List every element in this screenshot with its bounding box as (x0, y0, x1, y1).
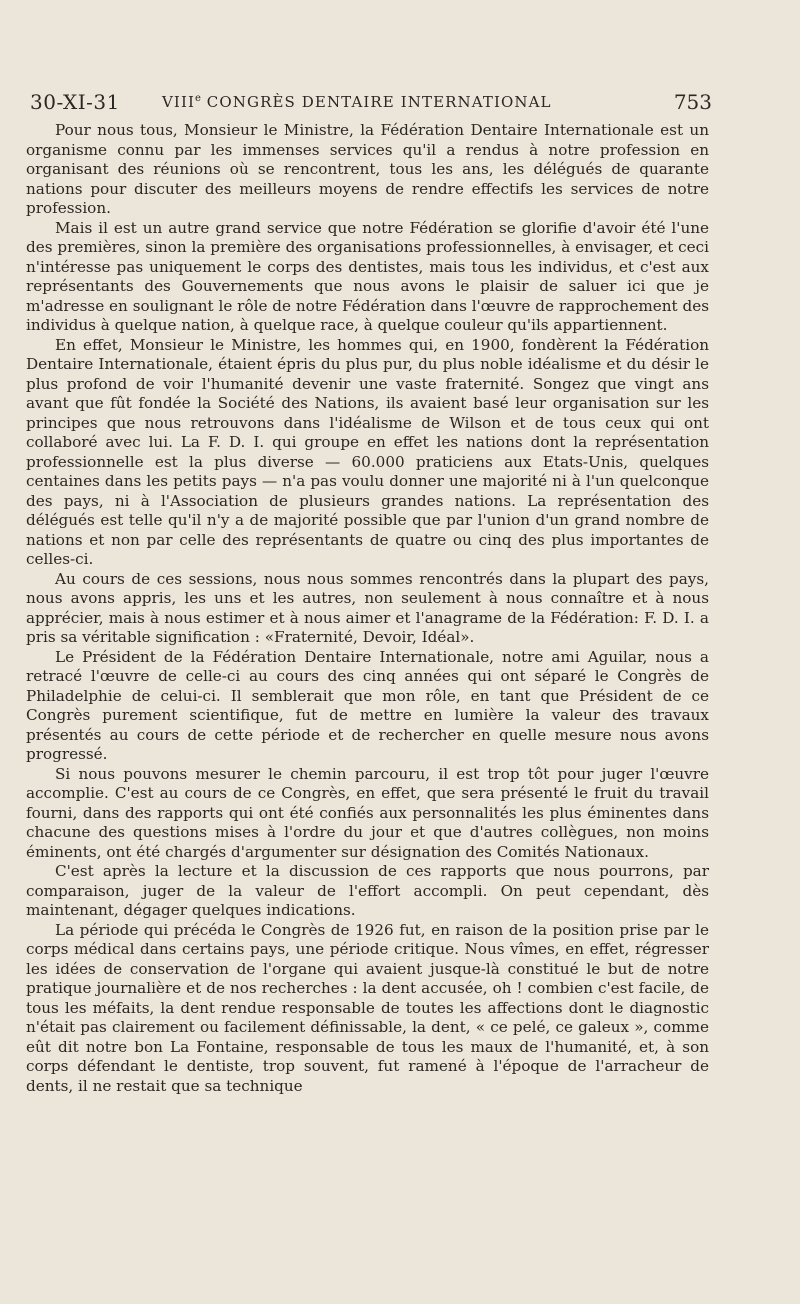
paragraph: C'est après la lecture et la discussion de ces rapports que nous pourrons, par comparaison, juger de la valeur de l'effort accompli. On peut cependant, dès maintenant, dégager quelques indications. (26, 862, 709, 919)
paragraph: La période qui précéda le Congrès de 1926 fut, en raison de la position prise par le corps médical dans certains pays, une période critique. Nous vîmes, en effet, régresser les idées de conservation de l'organe qui avaient jusque-là constitué le but de notre pratique journalière et de nos recherches : la dent accusée, oh ! combien c'est facile, de tous les méfaits, la dent rendue responsable de toutes les affections dont le diagnostic n'était pas clairement ou facilement définissable, la dent, « ce pelé, ce galeux », comme eût dit notre bon La Fontaine, responsable de tous les maux de l'humanité, et, à son corps défendant le dentiste, trop souvent, fut ramené à l'époque de l'arracheur de dents, il ne restait que sa technique (26, 920, 709, 1095)
header-title-rest: CONGRÈS DENTAIRE INTERNATIONAL (200, 93, 552, 111)
header-date: 30-XI-31 (30, 90, 120, 114)
paragraph: Pour nous tous, Monsieur le Ministre, la Fédération Dentaire Internationale est un organisme connu par les immenses services qu'il a rendus à notre profession en organisant des réunions où se rencontrent, tous les ans, les délégués de quarante nations pour discuter des meilleurs moyens de rendre effectifs les services de notre profession. (26, 121, 709, 217)
paragraph: Le Président de la Fédération Dentaire Internationale, notre ami Aguilar, nous a retracé l'œuvre de celle-ci au cours des cinq années qui ont séparé le Congrès de Philadelphie de celui-ci. Il semblerait que mon rôle, en tant que Président de ce Congrès purement scientifique, fut de mettre en lumière la valeur des travaux présentés au cours de cette période et de rechercher en quelle mesure nous avons progressé. (26, 647, 709, 763)
paragraph: En effet, Monsieur le Ministre, les hommes qui, en 1900, fondèrent la Fédération Dentaire Internationale, étaient épris du plus pur, du plus noble idéalisme et du désir le plus profond de voir l'humanité devenir une vaste fraternité. Songez que vingt ans avant que fût fondée la Société des Nations, ils avaient basé leur organisation sur les principes que nous retrouvons dans l'idéalisme de Wilson et de tous ceux qui ont collaboré avec lui. La F. D. I. qui groupe en effet les nations dont la représentation professionnelle est la plus diverse — 60.000 praticiens aux Etats-Unis, quelques centaines dans les petits pays — n'a pas voulu donner une majorité ni à l'un quelconque des pays, ni à l'Association de plusieurs grandes nations. La représentation des délégués est telle qu'il n'y a de majorité possible que par l'union d'un grand nombre de nations et non par celle des représentants de quatre ou cinq des plus importantes de celles-ci. (26, 335, 709, 568)
page-number: 753 (673, 90, 712, 114)
paragraph: Si nous pouvons mesurer le chemin parcouru, il est trop tôt pour juger l'œuvre accomplie. C'est au cours de ce Congrès, en effet, que sera présenté le fruit du travail fourni, dans des rapports qui ont été confiés aux personnalités les plus éminentes dans chacune des questions mises à l'ordre du jour et que d'autres collègues, non moins éminents, ont été chargés d'argumenter sur désignation des Comités Nationaux. (26, 764, 709, 861)
body-text (26, 121, 709, 1096)
header-title-prefix: VIII (162, 93, 196, 111)
header-title-superscript: e (195, 93, 201, 104)
running-header (30, 90, 718, 118)
header-title (162, 93, 552, 111)
paragraph: Au cours de ces sessions, nous nous sommes rencontrés dans la plupart des pays, nous avons appris, les uns et les autres, non seulement à nous connaître et à nous apprécier, mais à nous estimer et à nous aimer et l'anagrame de la Fédération: F. D. I. a pris sa véritable signification : «Fraternité, Devoir, Idéal». (26, 569, 709, 646)
paragraph: Mais il est un autre grand service que notre Fédération se glorifie d'avoir été l'une des premières, sinon la première des organisations professionnelles, à envisager, et ceci n'intéresse pas uniquement le corps des dentistes, mais tous les individus, et c'est aux représentants des Gouvernements que nous avons le plaisir de saluer ici que je m'adresse en soulignant le rôle de notre Fédération dans l'œuvre de rapprochement des individus à quelque nation, à quelque race, à quelque couleur qu'ils appartiennent. (26, 218, 709, 334)
